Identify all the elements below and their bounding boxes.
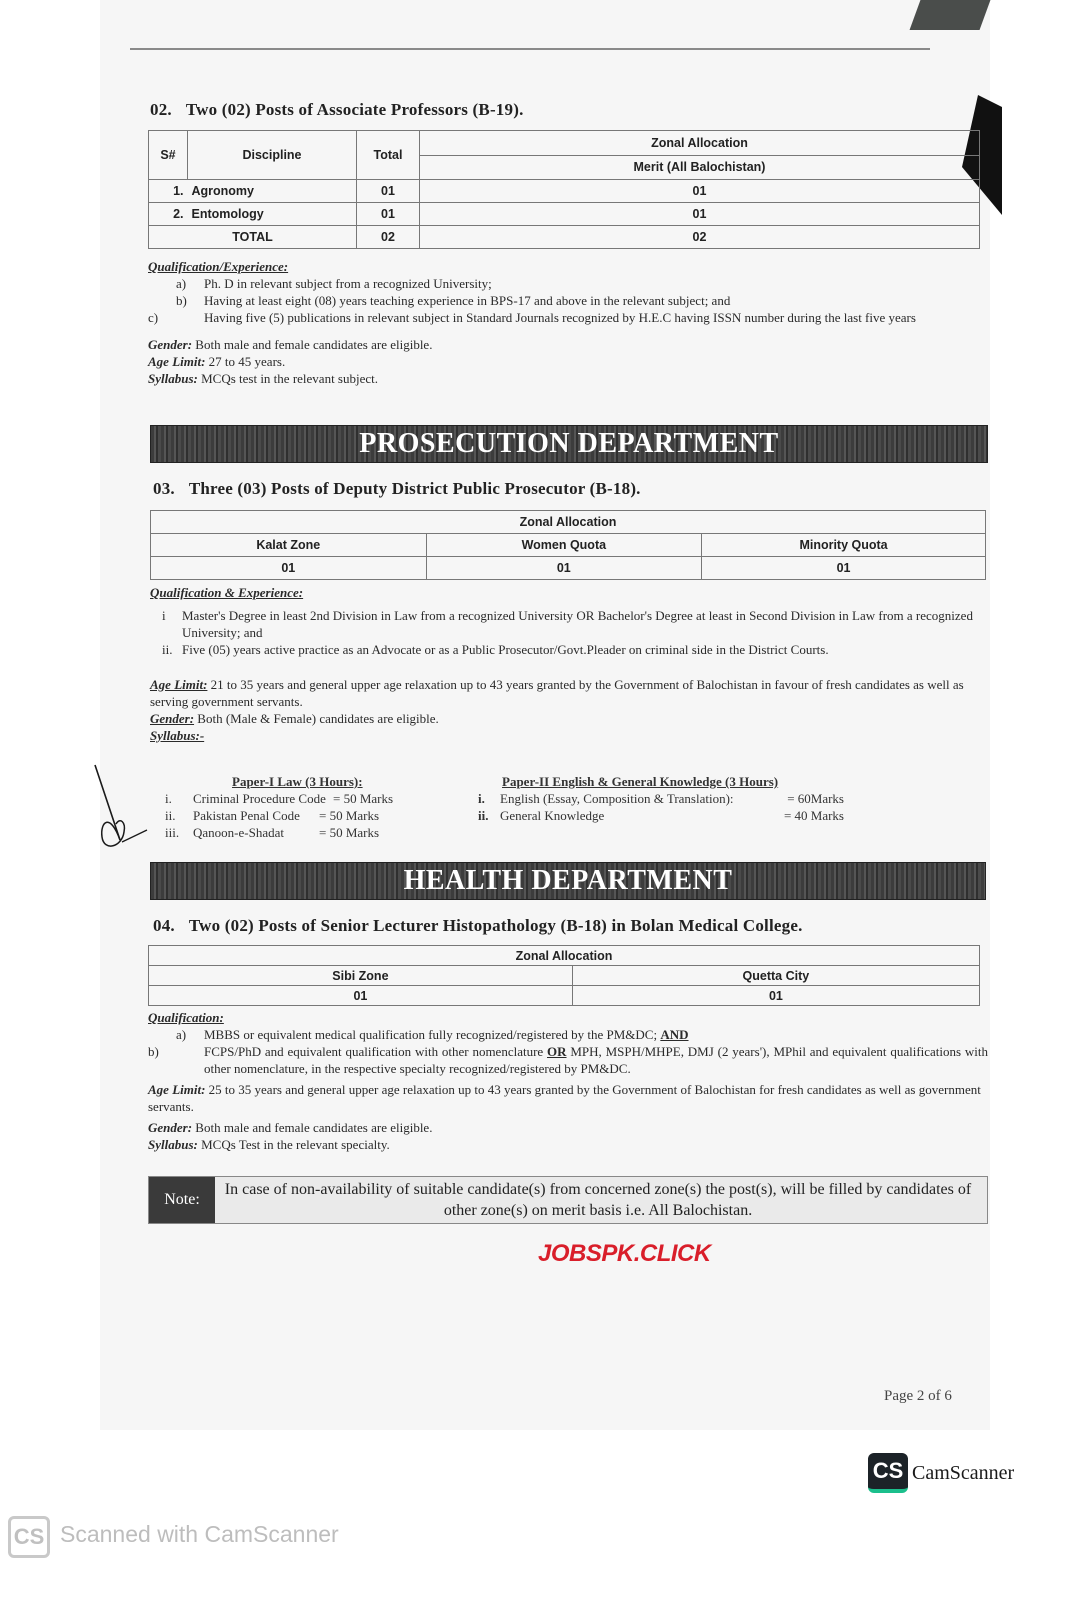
col-sno: S# <box>149 131 188 180</box>
col-minority-quota: Minority Quota <box>702 534 986 557</box>
item-marker: b) <box>148 1044 159 1059</box>
logo-text: CS <box>872 1458 904 1483</box>
syllabus-label: Syllabus: <box>148 371 198 386</box>
qualification-item <box>148 1026 988 1043</box>
cell-sno: 1. <box>149 180 188 203</box>
syllabus-item <box>165 790 465 807</box>
cell-total: 01 <box>357 203 420 226</box>
cell-value: 01 <box>151 557 427 580</box>
item-marker: a) <box>176 276 187 291</box>
section-title: Three (03) Posts of Deputy District Public Prosecutor (B-18). <box>188 479 641 498</box>
paper-2-syllabus <box>478 773 858 824</box>
note-box <box>148 1176 988 1224</box>
cell-merit: 01 <box>420 203 980 226</box>
item-marker: ii. <box>165 808 176 823</box>
age-label: Age Limit: <box>148 1082 206 1097</box>
health-department-banner <box>150 862 986 900</box>
gender-label: Gender: <box>150 711 195 726</box>
item-subject: Criminal Procedure Code <box>193 791 326 806</box>
syllabus-value: MCQs Test in the relevant specialty. <box>201 1137 390 1152</box>
item-marker: i <box>162 608 166 623</box>
item-text: FCPS/PhD and equivalent qualification with other nomenclature <box>204 1044 544 1059</box>
cell-sno: 2. <box>149 203 188 226</box>
gender-label: Gender: <box>148 1120 193 1135</box>
item-text: Five (05) years active practice as an Advocate or as a Public Prosecutor/Govt.Pleader on criminal side in the District Courts. <box>182 642 829 657</box>
paper-1-syllabus <box>165 773 465 841</box>
section-title: Two (02) Posts of Associate Professors (B-19). <box>185 100 524 119</box>
histopathology-allocation-table <box>148 945 980 1006</box>
age-value: 21 to 35 years and general upper age relaxation up to 43 years granted by the Government of Balochistan in favour of fresh candidates as well as serving government servants. <box>150 677 964 709</box>
item-marker: a) <box>176 1027 187 1042</box>
item-marker: iii. <box>165 825 180 840</box>
table-row <box>151 557 986 580</box>
item-text: MPH, MSPH/MHPE, DMJ (2 years'), MPhil and equivalent qualifications with other nomenclature, in the respective specialty recognized/registered by PM&DC. <box>204 1044 989 1076</box>
qualification-label: Qualification: <box>148 1010 224 1025</box>
gender-value: Both male and female candidates are eligible. <box>195 1120 433 1135</box>
gender-line <box>148 336 988 353</box>
section-number: 03. <box>153 479 175 498</box>
top-rule <box>130 48 930 50</box>
table-row <box>149 203 980 226</box>
qualification-item <box>148 292 988 309</box>
item-marks: = 60Marks <box>787 791 844 806</box>
gender-value: Both male and female candidates are eligible. <box>195 337 433 352</box>
item-subject: Pakistan Penal Code <box>193 808 300 823</box>
section-02-heading <box>150 100 524 120</box>
syllabus-label: Syllabus:- <box>150 728 205 743</box>
qualification-item <box>148 275 988 292</box>
item-subject: English (Essay, Composition & Translation): <box>500 791 734 806</box>
item-marker: i. <box>478 791 485 806</box>
gender-line <box>148 1119 988 1136</box>
item-subject: General Knowledge <box>500 808 605 823</box>
cell-discipline: Entomology <box>188 203 357 226</box>
cell-discipline: Agronomy <box>188 180 357 203</box>
item-text: Having five (5) publications in relevant subject in Standard Journals recognized by H.E.C having ISSN number during the last five years <box>204 310 916 325</box>
cell-value: 01 <box>149 986 573 1006</box>
cell-merit: 02 <box>420 226 980 249</box>
cell-total-label: TOTAL <box>149 226 357 249</box>
item-marker: ii. <box>162 642 173 657</box>
syllabus-item <box>165 824 465 841</box>
section-02-details <box>148 259 988 387</box>
item-subject: Qanoon-e-Shadat <box>193 825 284 840</box>
age-line <box>148 1081 988 1115</box>
scanned-with-logo-icon <box>8 1516 50 1558</box>
item-marker: c) <box>148 310 159 325</box>
item-marker: i. <box>165 791 172 806</box>
col-quetta-city: Quetta City <box>572 966 979 986</box>
associate-professors-table <box>148 130 980 249</box>
col-zonal: Zonal Allocation <box>420 131 980 156</box>
qualification-item <box>148 1043 988 1077</box>
col-merit: Merit (All Balochistan) <box>420 155 980 180</box>
paper-heading: Paper-I Law (3 Hours): <box>232 774 363 789</box>
cell-total: 01 <box>357 180 420 203</box>
item-marker: ii. <box>478 808 489 823</box>
qualification-item <box>150 641 986 658</box>
cell-value: 01 <box>702 557 986 580</box>
section-03-heading <box>153 479 641 499</box>
col-zonal: Zonal Allocation <box>149 946 980 966</box>
syllabus-item <box>165 807 465 824</box>
page-number: Page 2 of 6 <box>884 1388 952 1404</box>
item-text: Having at least eight (08) years teaching experience in BPS-17 and above in the relevant subject; and <box>204 293 731 308</box>
note-text: In case of non-availability of suitable candidate(s) from concerned zone(s) the post(s), will be filled by candidates of other zone(s) on merit basis i.e. All Balochistan. <box>224 1181 972 1219</box>
item-marks: = 50 Marks <box>333 791 394 806</box>
section-04-heading <box>153 916 803 936</box>
section-03-details <box>150 585 986 744</box>
item-marks: = 50 Marks <box>319 808 380 823</box>
handwritten-signature-icon <box>92 762 152 857</box>
qualification-item <box>150 607 986 641</box>
table-row <box>149 180 980 203</box>
logo-text: CS <box>13 1524 45 1549</box>
gender-line <box>150 710 986 727</box>
syllabus-line <box>150 727 986 744</box>
qualification-label: Qualification & Experience: <box>150 585 304 600</box>
paper-heading: Paper-II English & General Knowledge (3 Hours) <box>502 774 779 789</box>
col-kalat-zone: Kalat Zone <box>151 534 427 557</box>
syllabus-item <box>478 790 858 807</box>
col-zonal: Zonal Allocation <box>151 511 986 534</box>
cell-merit: 01 <box>420 180 980 203</box>
banner-title: HEALTH DEPARTMENT <box>403 865 733 896</box>
website-watermark: JOBSPK.CLICK <box>538 1240 711 1267</box>
syllabus-item <box>478 807 858 824</box>
age-line <box>150 676 986 710</box>
scanned-with-camscanner-text: Scanned with CamScanner <box>60 1521 339 1547</box>
cell-value: 01 <box>426 557 702 580</box>
prosecutor-allocation-table <box>150 510 986 580</box>
camscanner-brand: CamScanner <box>912 1462 1015 1484</box>
syllabus-label: Syllabus: <box>148 1137 198 1152</box>
item-emphasis: OR <box>547 1044 567 1059</box>
item-marker: b) <box>176 293 187 308</box>
item-marks: = 50 Marks <box>319 825 380 840</box>
qualification-item <box>148 309 988 326</box>
age-value: 27 to 45 years. <box>208 354 286 369</box>
qualification-label: Qualification/Experience: <box>148 259 289 274</box>
col-discipline: Discipline <box>188 131 357 180</box>
section-04-details <box>148 1010 988 1153</box>
item-emphasis: AND <box>660 1027 689 1042</box>
section-title: Two (02) Posts of Senior Lecturer Histopathology (B-18) in Bolan Medical College. <box>188 916 803 935</box>
cell-value: 01 <box>572 986 979 1006</box>
page-corner-shadow <box>910 0 991 30</box>
col-women-quota: Women Quota <box>426 534 702 557</box>
gender-value: Both (Male & Female) candidates are eligible. <box>197 711 439 726</box>
section-number: 04. <box>153 916 175 935</box>
col-sibi-zone: Sibi Zone <box>149 966 573 986</box>
banner-title: PROSECUTION DEPARTMENT <box>359 428 779 459</box>
camscanner-logo-icon <box>868 1453 908 1493</box>
syllabus-value: MCQs test in the relevant subject. <box>201 371 379 386</box>
age-value: 25 to 35 years and general upper age relaxation up to 43 years granted by the Government of Balochistan for fresh candidates as well as government servants. <box>148 1082 981 1114</box>
syllabus-line <box>148 370 988 387</box>
item-text: MBBS or equivalent medical qualification fully recognized/registered by the PM&DC; <box>204 1027 658 1042</box>
gender-label: Gender: <box>148 337 193 352</box>
table-row <box>149 986 980 1006</box>
prosecution-department-banner <box>150 425 988 463</box>
section-number: 02. <box>150 100 172 119</box>
age-label: Age Limit: <box>148 354 206 369</box>
syllabus-line <box>148 1136 988 1153</box>
age-label: Age Limit: <box>150 677 208 692</box>
col-total: Total <box>357 131 420 180</box>
item-text: Master's Degree in least 2nd Division in Law from a recognized University OR Bachelor's Degree at least in Second Division in Law from a recognized University; and <box>182 608 973 640</box>
table-total-row <box>149 226 980 249</box>
cell-total: 02 <box>357 226 420 249</box>
item-marks: = 40 Marks <box>783 808 844 823</box>
note-label: Note: <box>149 1177 215 1223</box>
item-text: Ph. D in relevant subject from a recognized University; <box>204 276 492 291</box>
age-line <box>148 353 988 370</box>
